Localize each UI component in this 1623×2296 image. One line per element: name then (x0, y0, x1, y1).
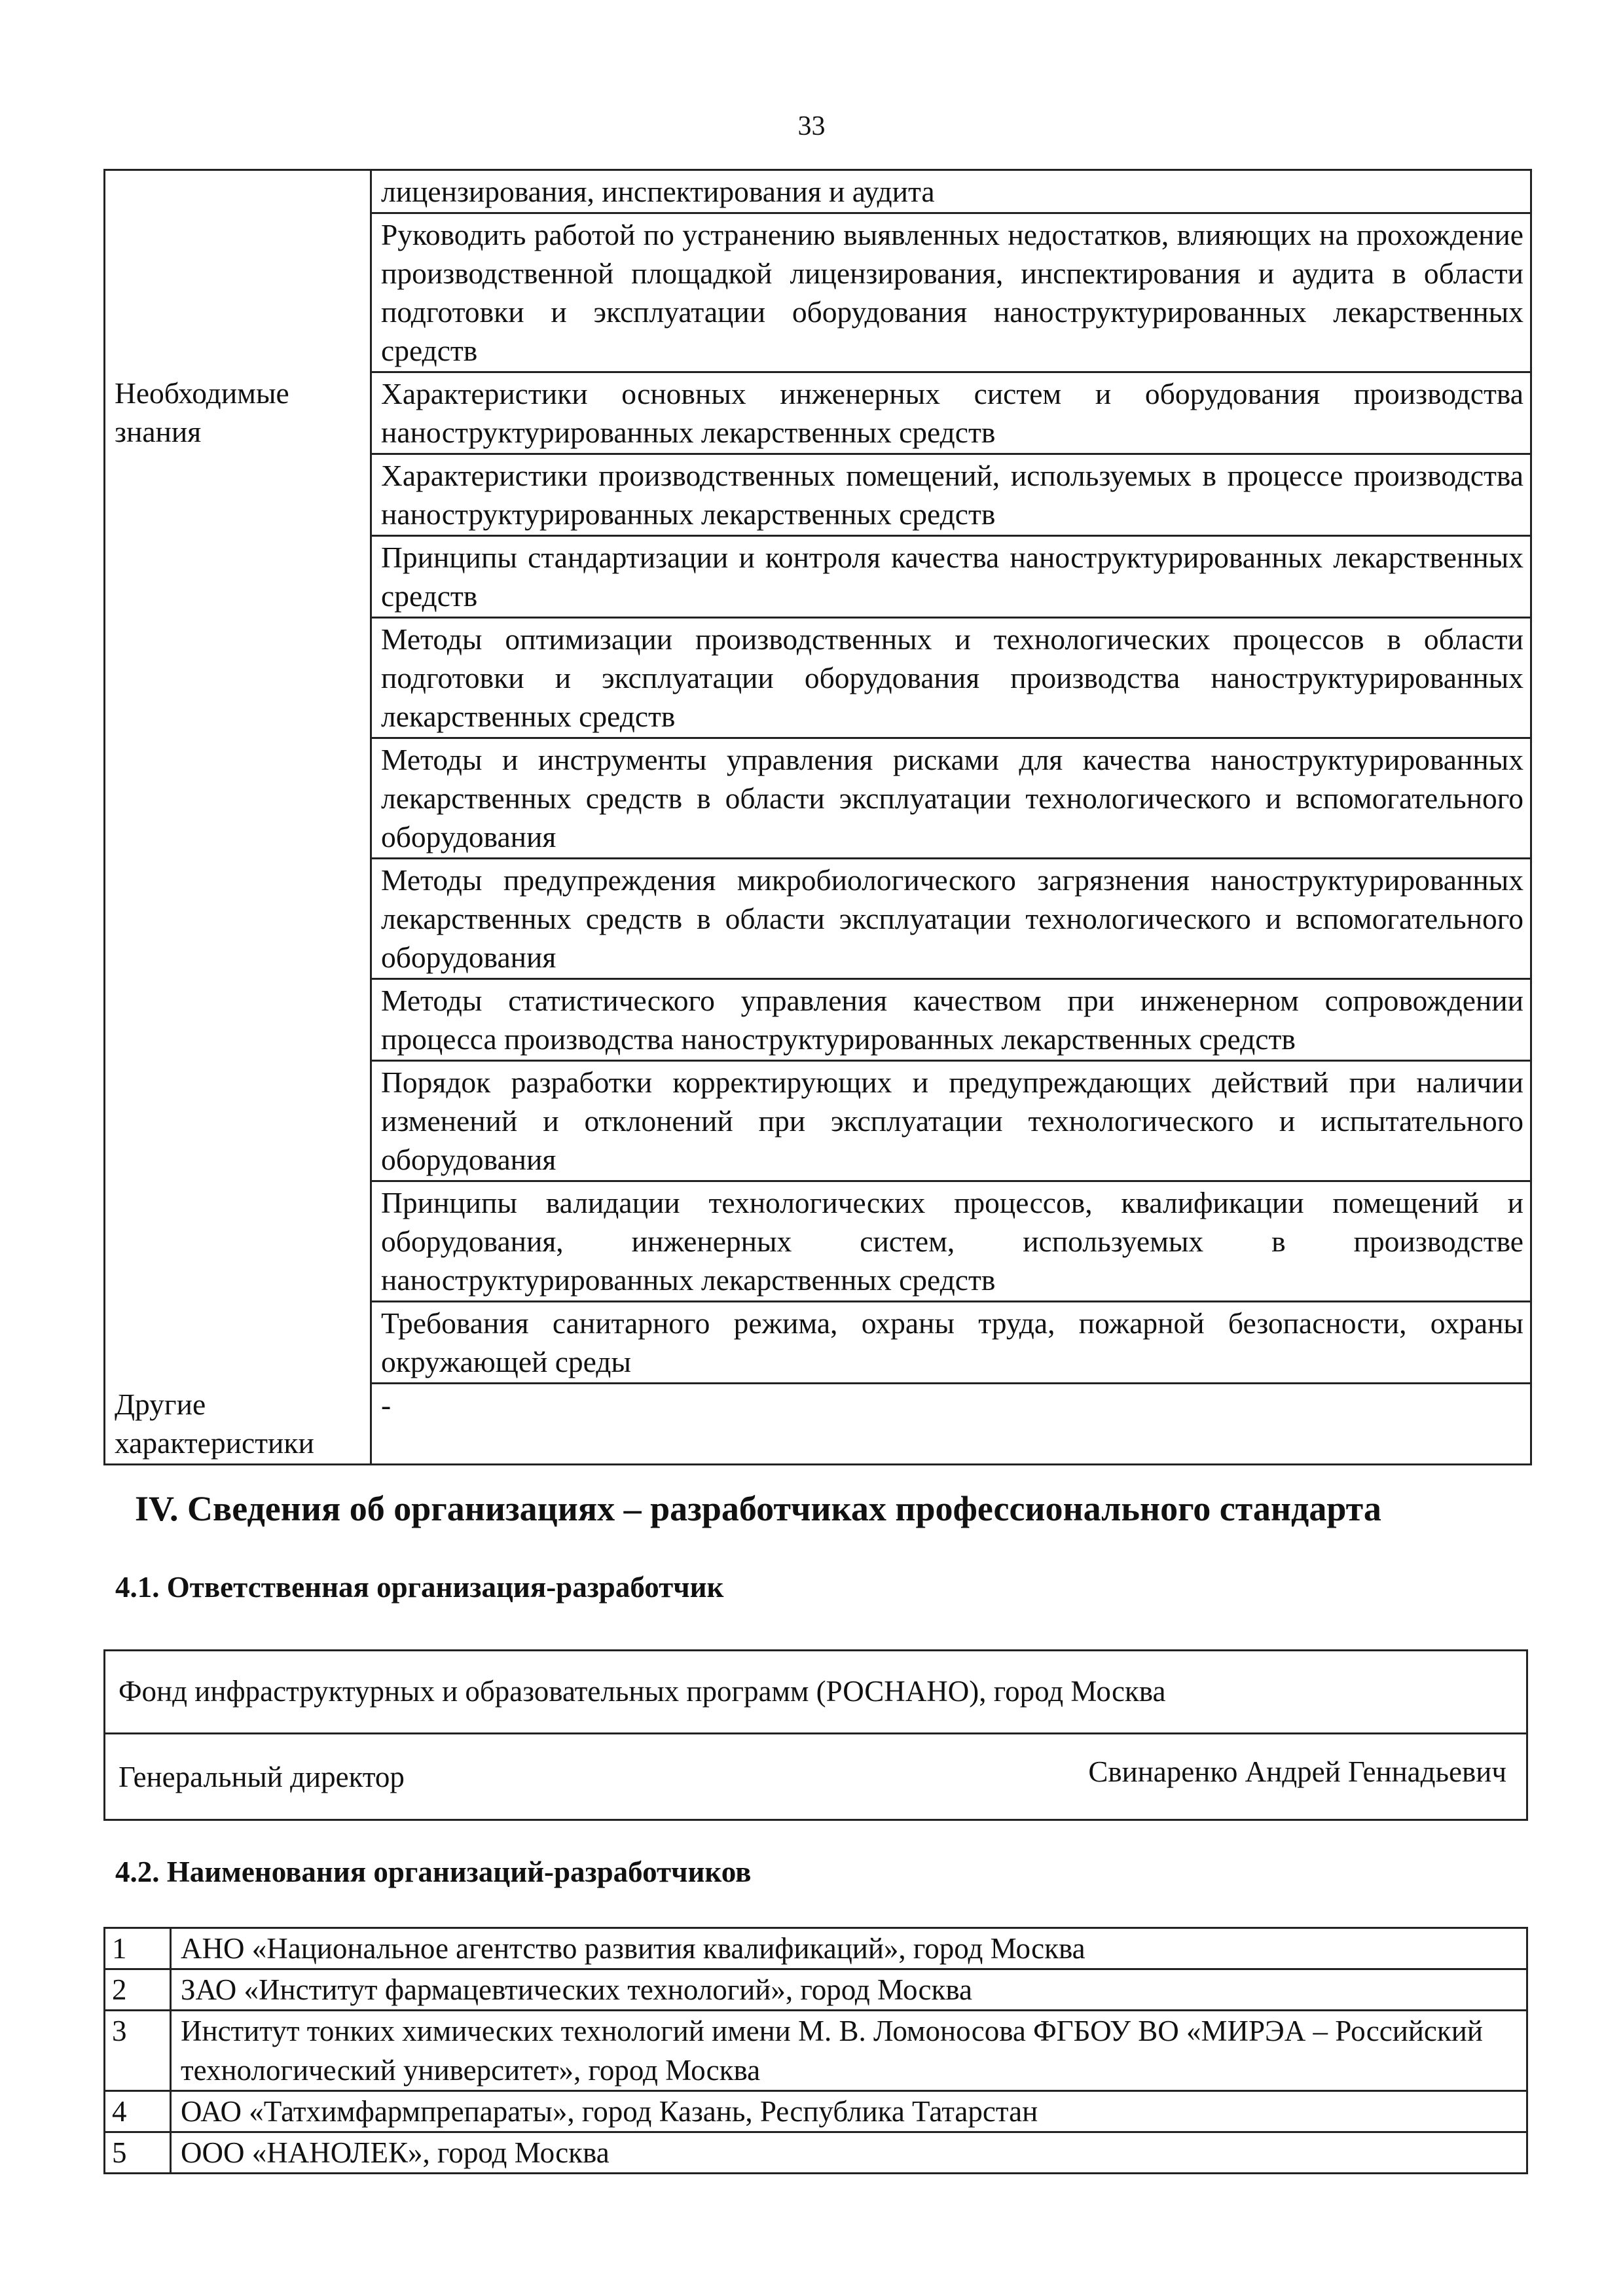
table-row (105, 170, 1531, 213)
row-label (105, 536, 371, 618)
row-label (105, 738, 371, 859)
director-name: Свинаренко Андрей Геннадьевич (1088, 1755, 1506, 1788)
row-label (105, 213, 371, 372)
skills-table (103, 169, 1532, 1465)
row-value: Методы предупреждения микробиологического загрязнения наноструктурированных лекарственных средств в области эксплуатации технологического и вспомогательного оборудования (371, 859, 1531, 979)
row-value: Характеристики основных инженерных систем и оборудования производства наноструктурированных лекарственных средств (371, 372, 1531, 454)
row-number: 4 (105, 2091, 171, 2132)
row-value: - (371, 1384, 1531, 1465)
row-label (105, 618, 371, 738)
row-value: Руководить работой по устранению выявленных недостатков, влияющих на прохождение производственной площадкой лицензирования, инспектирования и аудита в области подготовки и эксплуатации оборудования наноструктурированных лекарственных средств (371, 213, 1531, 372)
page-number: 33 (797, 111, 826, 141)
developer-orgs-table (103, 1927, 1528, 2174)
table-row (105, 1181, 1531, 1302)
responsible-org-heading: 4.1. Ответственная организация-разработчик (115, 1571, 724, 1604)
table-row (105, 372, 1531, 454)
row-number: 5 (105, 2132, 171, 2174)
row-number: 3 (105, 2011, 171, 2091)
row-value: Методы и инструменты управления рисками для качества наноструктурированных лекарственных средств в области эксплуатации технологического и вспомогательного оборудования (371, 738, 1531, 859)
table-row (105, 2132, 1527, 2174)
responsible-org-name: Фонд инфраструктурных и образовательных программ (РОСНАНО), город Москва (119, 1675, 1166, 1708)
row-value: Методы оптимизации производственных и технологических процессов в области подготовки и эксплуатации оборудования производства наноструктурированных лекарственных средств (371, 618, 1531, 738)
row-label (105, 170, 371, 213)
row-label (105, 1061, 371, 1181)
org-name: ОАО «Татхимфармпрепараты», город Казань, Республика Татарстан (171, 2091, 1527, 2132)
row-label (105, 454, 371, 536)
row-value: Принципы стандартизации и контроля качества наноструктурированных лекарственных средств (371, 536, 1531, 618)
box-divider (105, 1732, 1526, 1734)
org-name: Институт тонких химических технологий имени М. В. Ломоносова ФГБОУ ВО «МИРЭА – Российский технологический университет», город Москва (171, 2011, 1527, 2091)
table-row (105, 738, 1531, 859)
developer-orgs-heading: 4.2. Наименования организаций-разработчиков (115, 1856, 752, 1888)
table-row (105, 1061, 1531, 1181)
row-label (105, 1302, 371, 1384)
table-row (105, 2011, 1527, 2091)
org-name: ЗАО «Институт фармацевтических технологий», город Москва (171, 1969, 1527, 2011)
row-label-required-knowledge: Необходимые знания (105, 372, 371, 454)
table-row (105, 2091, 1527, 2132)
table-row (105, 859, 1531, 979)
table-row (105, 454, 1531, 536)
row-number: 1 (105, 1928, 171, 1969)
table-row (105, 1384, 1531, 1465)
row-value: Принципы валидации технологических процессов, квалификации помещений и оборудования, инженерных систем, используемых в производстве наноструктурированных лекарственных средств (371, 1181, 1531, 1302)
section-heading: IV. Сведения об организациях – разработчиках профессионального стандарта (135, 1489, 1381, 1528)
row-value: Порядок разработки корректирующих и предупреждающих действий при наличии изменений и отклонений при эксплуатации технологического и испытательного оборудования (371, 1061, 1531, 1181)
org-name: АНО «Национальное агентство развития квалификаций», город Москва (171, 1928, 1527, 1969)
row-label (105, 979, 371, 1061)
row-label (105, 1181, 371, 1302)
row-value: Характеристики производственных помещений, используемых в процессе производства наноструктурированных лекарственных средств (371, 454, 1531, 536)
row-value: лицензирования, инспектирования и аудита (371, 170, 1531, 213)
table-row (105, 618, 1531, 738)
table-row (105, 213, 1531, 372)
row-value: Методы статистического управления качеством при инженерном сопровождении процесса производства наноструктурированных лекарственных средств (371, 979, 1531, 1061)
row-label-other-characteristics: Другие характеристики (105, 1384, 371, 1465)
director-position: Генеральный директор (119, 1761, 405, 1793)
table-row (105, 1928, 1527, 1969)
org-name: ООО «НАНОЛЕК», город Москва (171, 2132, 1527, 2174)
table-row (105, 1969, 1527, 2011)
responsible-org-box (103, 1649, 1528, 1821)
row-value: Требования санитарного режима, охраны труда, пожарной безопасности, охраны окружающей среды (371, 1302, 1531, 1384)
row-label (105, 859, 371, 979)
table-row (105, 536, 1531, 618)
table-row (105, 979, 1531, 1061)
row-number: 2 (105, 1969, 171, 2011)
table-row (105, 1302, 1531, 1384)
